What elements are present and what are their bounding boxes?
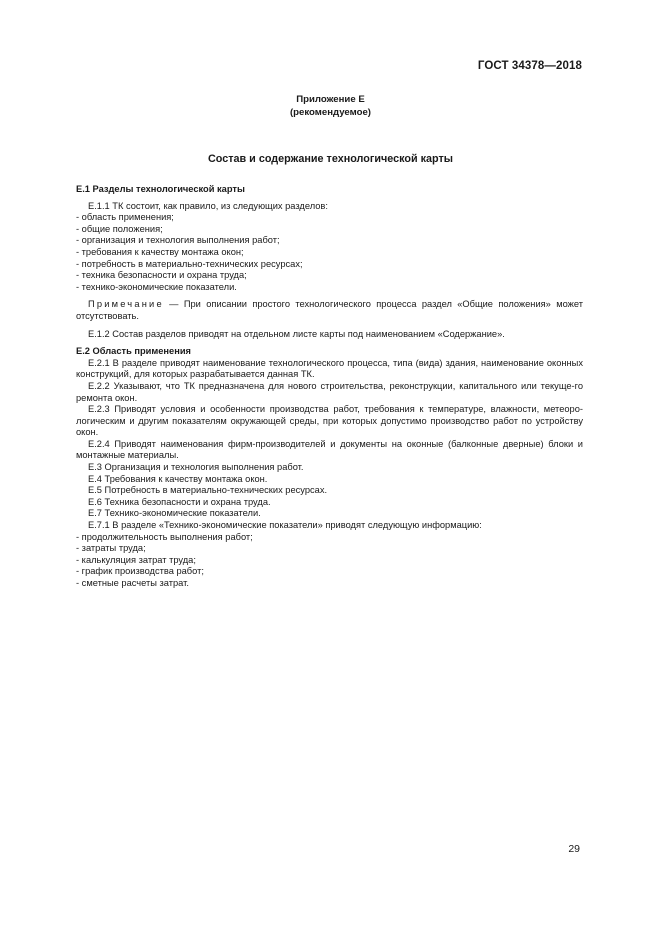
appendix-title: Приложение Е xyxy=(296,94,365,105)
list-item: - затраты труда; xyxy=(76,543,146,554)
paragraph-e22: Е.2.2 Указывают, что ТК предназначена для нового строительства, реконструкции, капитального или текуще-го ремонта окон. xyxy=(76,380,583,403)
paragraph-e11: Е.1.1 ТК состоит, как правило, из следующих разделов: xyxy=(88,200,328,211)
paragraph-e21: Е.2.1 В разделе приводят наименование технологического процесса, типа (вида) здания, наименование оконных конструкций, для которых разрабатывается данная ТК. xyxy=(76,357,583,380)
section-heading-e2: Е.2 Область применения xyxy=(76,346,191,357)
list-item: - продолжительность выполнения работ; xyxy=(76,531,253,542)
paragraph-e23: Е.2.3 Приводят условия и особенности производства работ, требования к температуре, влажности, метеоро-логическим и другим показателям окружающей среды, при которых допустимо производство работ по устройству окон. xyxy=(76,404,583,438)
note-text: — При описании простого технологического процесса раздел «Общие положения» может отсутствовать. xyxy=(76,299,583,321)
list-item: - технико-экономические показатели. xyxy=(76,281,237,292)
document-code: ГОСТ 34378—2018 xyxy=(477,60,582,72)
appendix-subtitle: (рекомендуемое) xyxy=(289,107,371,118)
list-item: - график производства работ; xyxy=(76,566,204,577)
note-label: Примечание xyxy=(88,299,164,310)
list-item: - общие положения; xyxy=(76,223,163,234)
section-line-e4: Е.4 Требования к качеству монтажа окон. xyxy=(88,473,268,484)
list-item: - требования к качеству монтажа окон; xyxy=(76,246,244,257)
section-line-e6: Е.6 Техника безопасности и охрана труда. xyxy=(88,496,271,507)
paragraph-e24: Е.2.4 Приводят наименования фирм-производителей и документы на оконные (балконные дверные) блоки и монтажные материалы. xyxy=(76,438,583,461)
appendix-heading xyxy=(0,93,661,119)
document-body xyxy=(76,184,583,590)
section-line-e5: Е.5 Потребность в материально-технических ресурсах. xyxy=(88,485,328,496)
list-item: - потребность в материально-технических ресурсах; xyxy=(76,258,303,269)
list-item: - область применения; xyxy=(76,212,174,223)
list-item: - техника безопасности и охрана труда; xyxy=(76,270,247,281)
section-heading-e1: Е.1 Разделы технологической карты xyxy=(76,184,245,194)
note xyxy=(76,299,583,322)
list-item: - сметные расчеты затрат. xyxy=(76,578,189,588)
paragraph-e71: Е.7.1 В разделе «Технико-экономические показатели» приводят следующую информацию: xyxy=(88,520,482,531)
section-line-e7: Е.7 Технико-экономические показатели. xyxy=(88,508,261,519)
list-item: - организация и технология выполнения работ; xyxy=(76,235,280,246)
page-title: Состав и содержание технологической карты xyxy=(208,153,453,165)
page-number: 29 xyxy=(568,843,580,855)
paragraph-e112: Е.1.2 Состав разделов приводят на отдельном листе карты под наименованием «Содержание». xyxy=(88,328,505,339)
section-line-e3: Е.3 Организация и технология выполнения работ. xyxy=(88,462,304,473)
list-item: - калькуляция затрат труда; xyxy=(76,554,196,565)
